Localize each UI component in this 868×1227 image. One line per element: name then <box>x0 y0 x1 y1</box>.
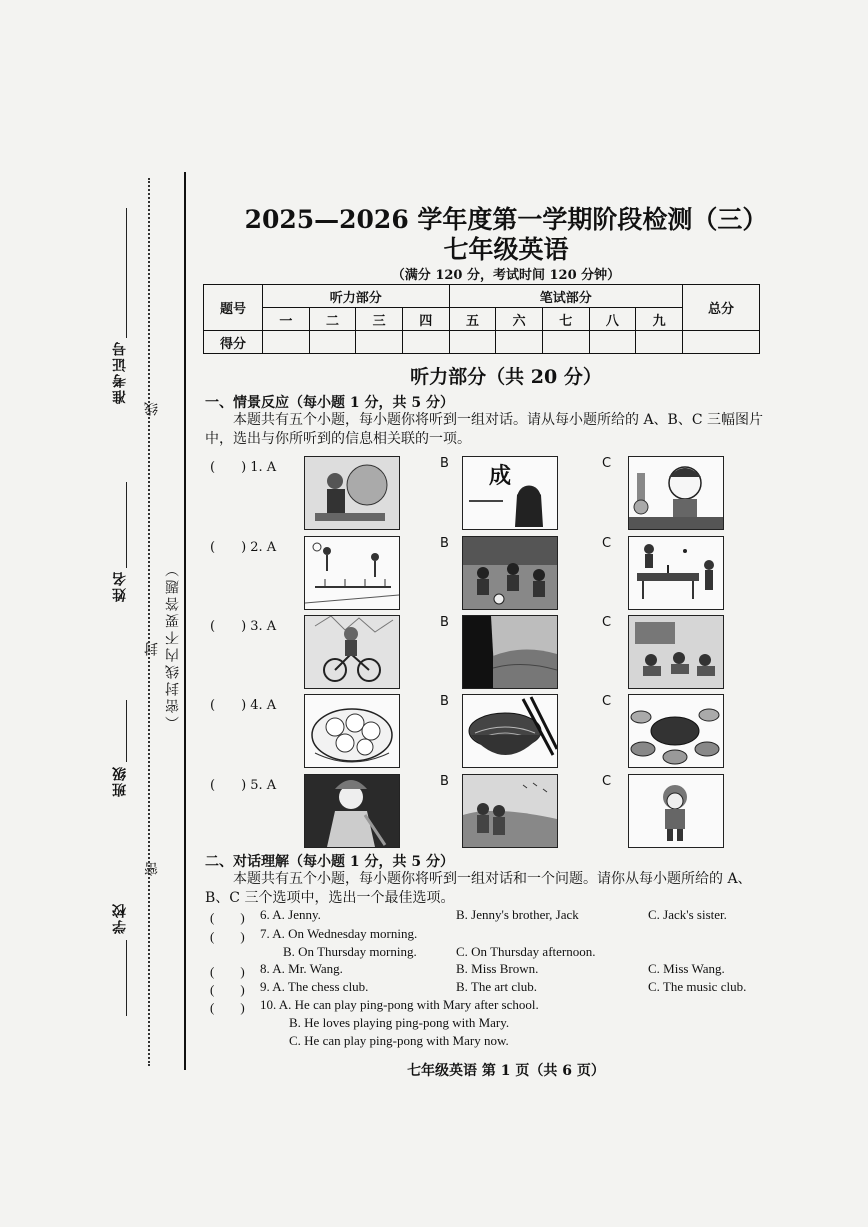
option-b-label: B <box>440 774 449 789</box>
score-cell[interactable] <box>496 331 543 354</box>
col-num: 八 <box>589 308 636 331</box>
picture-question-label[interactable]: ( ) 1. A <box>210 460 277 475</box>
q8-option-b: B. Miss Brown. <box>456 961 539 976</box>
option-c-label: C <box>602 536 612 551</box>
score-table <box>203 284 760 354</box>
score-cell[interactable] <box>356 331 403 354</box>
q6-option-a: 6. A. Jenny. <box>260 907 321 922</box>
svg-text:成: 成 <box>489 463 512 489</box>
kids-outdoors-icon <box>462 774 558 848</box>
exam-no-line[interactable] <box>126 208 127 338</box>
exam-info: （满分 120 分，考试时间 120 分钟） <box>391 268 621 283</box>
q10-option-a: 10. A. He can play ping-pong with Mary after school. <box>260 997 539 1012</box>
col-num: 六 <box>496 308 543 331</box>
question-no-header: 题号 <box>204 285 263 331</box>
option-c-label: C <box>602 694 612 709</box>
col-num: 七 <box>542 308 589 331</box>
class-label: 班级 <box>112 765 128 797</box>
notice-text: （密封线内不要答题） <box>165 560 181 730</box>
col-num: 二 <box>309 308 356 331</box>
q6-option-b: B. Jenny's brother, Jack <box>456 907 579 922</box>
exam-subtitle: 七年级英语 <box>443 235 569 264</box>
class-line[interactable] <box>126 700 127 762</box>
col-num: 五 <box>449 308 496 331</box>
name-line[interactable] <box>126 482 127 568</box>
section2-instructions: 本题共有五个小题，每小题你将听到一组对话和一个问题。请你从每小题所给的 A、B、C 三个选项中，选出一个最佳选项。 <box>205 871 752 906</box>
answer-paren[interactable]: ( ) <box>210 910 245 925</box>
option-b-label: B <box>440 694 449 709</box>
tennis-players-icon <box>304 536 400 610</box>
margin-rule <box>184 172 186 1070</box>
seal-dotted-line <box>148 178 150 1066</box>
seal-char: 封 <box>144 640 160 656</box>
kids-soccer-icon <box>462 536 558 610</box>
q7-option-c: C. On Thursday afternoon. <box>456 944 596 959</box>
option-b-label: B <box>440 615 449 630</box>
classroom-kids-icon <box>628 615 724 689</box>
total-score-cell[interactable] <box>683 331 760 354</box>
ping-pong-icon <box>628 536 724 610</box>
name-label: 姓名 <box>112 570 128 602</box>
q10-option-b: B. He loves playing ping-pong with Mary. <box>289 1015 510 1030</box>
q9-option-c: C. The music club. <box>648 979 747 994</box>
answer-paren[interactable]: ( ) <box>210 1000 245 1015</box>
noodle-bowl-icon <box>462 694 558 768</box>
score-cell[interactable] <box>542 331 589 354</box>
page-footer: 七年级英语 第 1 页（共 6 页） <box>407 1063 605 1079</box>
hotpot-dishes-icon <box>628 694 724 768</box>
score-row-label: 得分 <box>204 331 263 354</box>
school-label: 学校 <box>112 902 128 934</box>
q6-option-c: C. Jack's sister. <box>648 907 727 922</box>
steamed-buns-icon <box>304 694 400 768</box>
picture-question-label[interactable]: ( ) 4. A <box>210 698 277 713</box>
score-cell[interactable] <box>589 331 636 354</box>
total-header: 总分 <box>683 285 760 331</box>
boy-globe-icon <box>304 456 400 530</box>
score-cell[interactable] <box>263 331 310 354</box>
q7-option-a: 7. A. On Wednesday morning. <box>260 926 418 941</box>
exam-no-label: 准考证号 <box>112 340 128 404</box>
score-cell[interactable] <box>636 331 683 354</box>
section2-heading: 二、对话理解（每小题 1 分，共 5 分） <box>205 854 454 870</box>
score-cell[interactable] <box>309 331 356 354</box>
col-num: 一 <box>263 308 310 331</box>
exam-title: 2025—2026 学年度第一学期阶段检测（三） <box>244 205 768 234</box>
line-char: 线 <box>144 400 160 416</box>
q7-option-b: B. On Thursday morning. <box>283 944 417 959</box>
picture-question-label[interactable]: ( ) 2. A <box>210 540 277 555</box>
answer-paren[interactable]: ( ) <box>210 982 245 997</box>
child-cartoon-icon <box>628 774 724 848</box>
option-c-label: C <box>602 774 612 789</box>
answer-paren[interactable]: ( ) <box>210 964 245 979</box>
opera-performer-icon <box>304 774 400 848</box>
q8-option-a: 8. A. Mr. Wang. <box>260 961 343 976</box>
q9-option-a: 9. A. The chess club. <box>260 979 369 994</box>
school-line[interactable] <box>126 940 127 1016</box>
col-num: 三 <box>356 308 403 331</box>
q10-option-c: C. He can play ping-pong with Mary now. <box>289 1033 509 1048</box>
section1-instructions: 本题共有五个小题，每小题你将听到一组对话。请从每小题所给的 A、B、C 三幅图片中，选出与你所听到的信息相关联的一项。 <box>205 412 764 447</box>
listening-title: 听力部分（共 20 分） <box>410 366 602 388</box>
writing-header: 笔试部分 <box>449 285 682 308</box>
col-num: 四 <box>402 308 449 331</box>
section1-heading: 一、情景反应（每小题 1 分，共 5 分） <box>205 395 454 411</box>
score-cell[interactable] <box>449 331 496 354</box>
calligraphy-girl-icon <box>462 456 558 530</box>
option-b-label: B <box>440 456 449 471</box>
listening-header: 听力部分 <box>263 285 450 308</box>
dark-landscape-icon <box>462 615 558 689</box>
q8-option-c: C. Miss Wang. <box>648 961 725 976</box>
boy-cycling-icon <box>304 615 400 689</box>
picture-question-label[interactable]: ( ) 3. A <box>210 619 277 634</box>
option-c-label: C <box>602 615 612 630</box>
picture-question-label[interactable]: ( ) 5. A <box>210 778 277 793</box>
score-cell[interactable] <box>402 331 449 354</box>
col-num: 九 <box>636 308 683 331</box>
option-b-label: B <box>440 536 449 551</box>
answer-paren[interactable]: ( ) <box>210 929 245 944</box>
secret-char: 密 <box>144 860 160 876</box>
option-c-label: C <box>602 456 612 471</box>
boy-lab-icon <box>628 456 724 530</box>
q9-option-b: B. The art club. <box>456 979 537 994</box>
